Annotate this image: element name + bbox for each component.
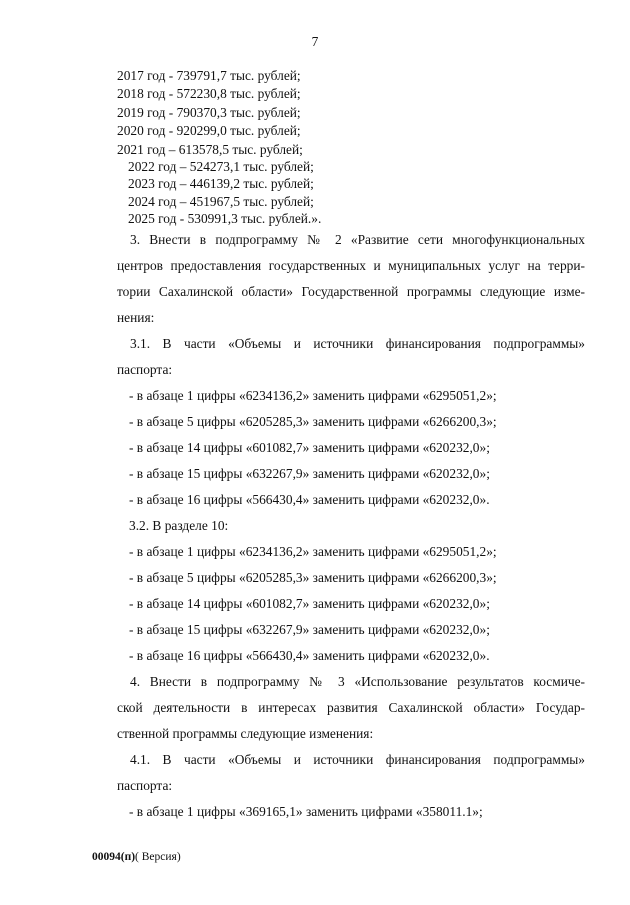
- page-number: 7: [311, 34, 319, 49]
- list-item: - в абзаце 5 цифры «6205285,3» заменить цифрами «6266200,3»;: [129, 570, 497, 585]
- section-4-line: 4. Внести в подпрограмму № 3 «Использование результатов космиче-: [130, 674, 585, 689]
- section-3-line: тории Сахалинской области» Государственной программы следующие изме-: [117, 284, 585, 299]
- section-4-line: ственной программы следующие изменения:: [117, 726, 374, 741]
- section-3-line: центров предоставления государственных и муниципальных услуг на терри-: [117, 258, 585, 273]
- list-item: - в абзаце 16 цифры «566430,4» заменить цифрами «620232,0».: [129, 492, 490, 507]
- section-4-1-heading: [117, 747, 585, 799]
- list-item: - в абзаце 14 цифры «601082,7» заменить цифрами «620232,0»;: [129, 596, 490, 611]
- section-4-1-line: 4.1. В части «Объемы и источники финансирования подпрограммы»: [130, 752, 585, 767]
- document-footer: [92, 850, 181, 864]
- funding-years-list-b: [128, 158, 321, 228]
- list-item: - в абзаце 16 цифры «566430,4» заменить цифрами «620232,0».: [129, 648, 490, 663]
- funding-year-line: 2024 год – 451967,5 тыс. рублей;: [128, 193, 314, 209]
- funding-year-line: 2018 год - 572230,8 тыс. рублей;: [117, 86, 301, 102]
- funding-year-line: 2019 год - 790370,3 тыс. рублей;: [117, 104, 301, 120]
- funding-year-line: 2020 год - 920299,0 тыс. рублей;: [117, 123, 301, 139]
- funding-year-line: 2017 год - 739791,7 тыс. рублей;: [117, 68, 301, 83]
- document-code: 00094(п): [92, 851, 136, 863]
- funding-year-line: 2023 год – 446139,2 тыс. рублей;: [128, 176, 314, 192]
- list-item: - в абзаце 1 цифры «6234136,2» заменить цифрами «6295051,2»;: [129, 544, 497, 559]
- document-version: ( Версия): [135, 851, 181, 863]
- funding-year-line: 2021 год – 613578,5 тыс. рублей;: [117, 141, 303, 157]
- funding-year-line: 2025 год - 530991,3 тыс. рублей.».: [128, 211, 322, 227]
- document-body: [117, 227, 585, 825]
- list-item: - в абзаце 1 цифры «369165,1» заменить цифрами «358011.1»;: [129, 804, 483, 819]
- section-3-line: 3. Внести в подпрограмму № 2 «Развитие сети многофункциональных: [130, 232, 585, 247]
- list-item: - в абзаце 15 цифры «632267,9» заменить цифрами «620232,0»;: [129, 466, 490, 481]
- section-3-2-heading: 3.2. В разделе 10:: [129, 518, 229, 533]
- list-item: - в абзаце 15 цифры «632267,9» заменить цифрами «620232,0»;: [129, 622, 490, 637]
- list-item: - в абзаце 5 цифры «6205285,3» заменить цифрами «6266200,3»;: [129, 414, 497, 429]
- section-3-paragraph: [117, 227, 585, 331]
- section-4-paragraph: [117, 669, 585, 747]
- section-4-1-items: [117, 799, 585, 825]
- section-3-2-items: [117, 539, 585, 669]
- section-3-line: нения:: [117, 310, 155, 325]
- list-item: - в абзаце 1 цифры «6234136,2» заменить цифрами «6295051,2»;: [129, 388, 497, 403]
- list-item: - в абзаце 14 цифры «601082,7» заменить цифрами «620232,0»;: [129, 440, 490, 455]
- section-3-1-items: [117, 383, 585, 513]
- funding-years-list-a: [117, 67, 303, 159]
- funding-year-line: 2022 год – 524273,1 тыс. рублей;: [128, 159, 314, 174]
- section-3-1-line: 3.1. В части «Объемы и источники финансирования подпрограммы»: [130, 336, 585, 351]
- section-3-1-line: паспорта:: [117, 362, 173, 377]
- section-3-1-heading: [117, 331, 585, 383]
- section-4-1-line: паспорта:: [117, 778, 173, 793]
- section-4-line: ской деятельности в интересах развития Сахалинской области» Государ-: [117, 700, 585, 715]
